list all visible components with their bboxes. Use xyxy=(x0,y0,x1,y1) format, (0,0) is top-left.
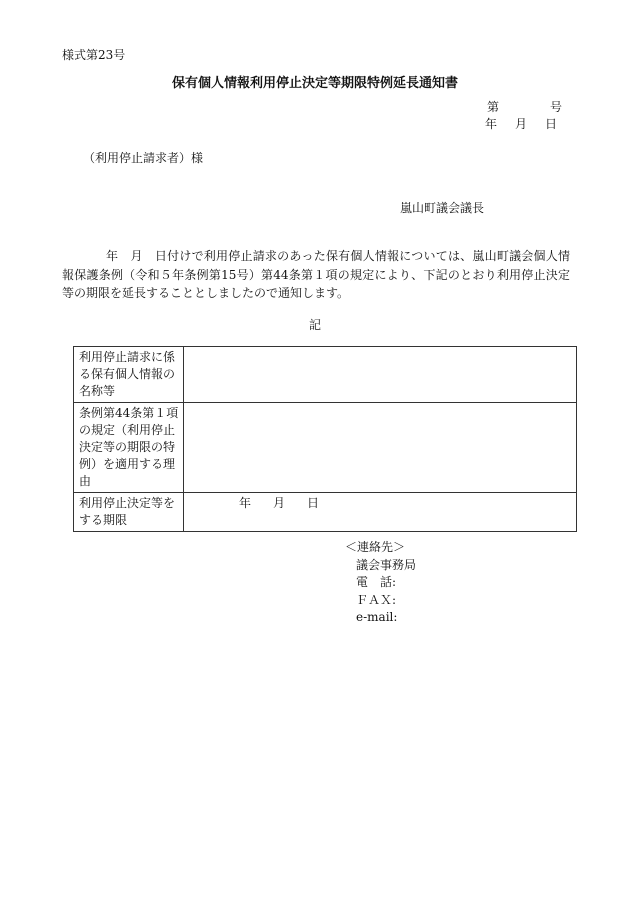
row-value-reason xyxy=(184,403,577,493)
date-day: 日 xyxy=(544,117,557,131)
table-row xyxy=(74,347,577,403)
row-value-deadline xyxy=(184,493,577,532)
row-value-info-name xyxy=(184,347,577,403)
date-month: 月 xyxy=(514,117,527,131)
table-row xyxy=(74,493,577,532)
date-year: 年 xyxy=(485,117,498,131)
info-table xyxy=(73,346,577,532)
row-label-info-name: 利用停止請求に係る保有個人情報の名称等 xyxy=(74,347,184,403)
contact-block xyxy=(345,539,416,627)
body-paragraph: 年 月 日付けで利用停止請求のあった保有個人情報については、嵐山町議会個人情報保護条例（令和５年条例第15号）第44条第１項の規定により、下記のとおり利用停止決定等の期限を延長することとしましたので通知します。 xyxy=(62,249,570,300)
contact-heading: ＜連絡先＞ xyxy=(345,540,406,554)
contact-office: 議会事務局 xyxy=(356,557,417,572)
deadline-day: 日 xyxy=(306,496,319,510)
number-go: 号 xyxy=(549,100,562,114)
contact-phone: 電 話: xyxy=(356,575,397,589)
document-date-line xyxy=(485,115,557,132)
deadline-month: 月 xyxy=(272,496,285,510)
row-label-reason: 条例第44条第１項の規定（利用停止決定等の期限の特例）を適用する理由 xyxy=(74,403,184,493)
deadline-year: 年 xyxy=(239,496,252,510)
number-dai: 第 xyxy=(487,100,500,114)
addressee: （利用停止請求者）様 xyxy=(83,151,204,165)
contact-fax: ＦＡＸ: xyxy=(356,592,397,607)
ki-heading: 記 xyxy=(308,318,321,332)
sender: 嵐山町議会議長 xyxy=(400,201,485,215)
table-row xyxy=(74,403,577,493)
row-label-deadline: 利用停止決定等をする期限 xyxy=(74,493,184,532)
contact-email: e-mail: xyxy=(356,610,398,624)
document-number-line xyxy=(487,98,562,115)
document-title: 保有個人情報利用停止決定等期限特例延長通知書 xyxy=(171,76,458,91)
form-number: 様式第23号 xyxy=(62,48,126,62)
